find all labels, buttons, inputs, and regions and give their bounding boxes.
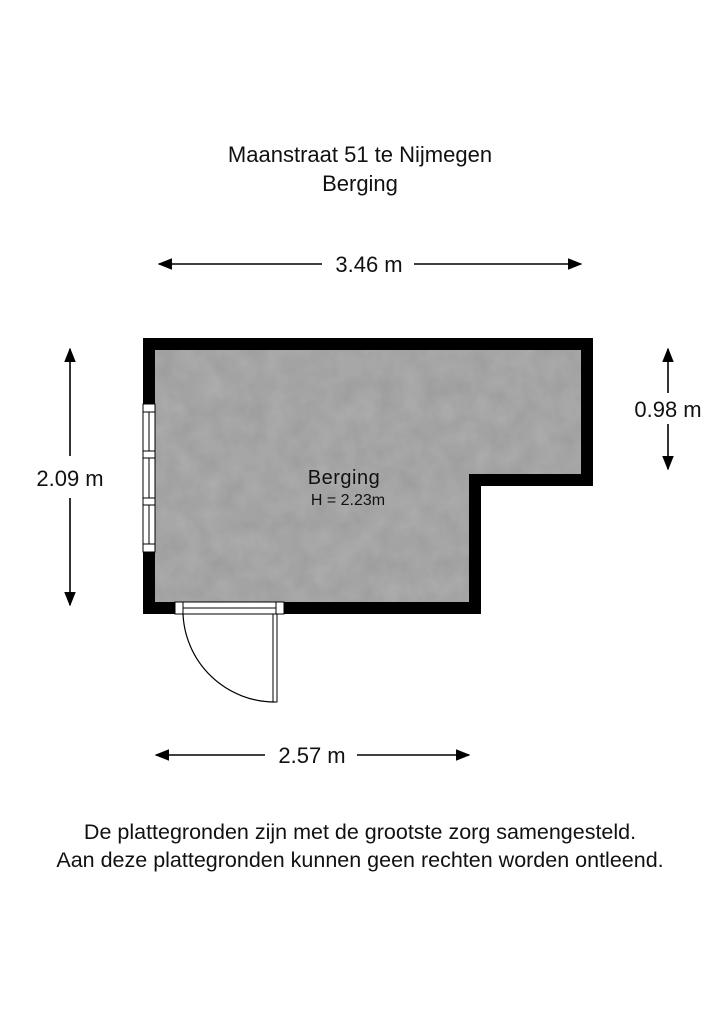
dimension-top-width <box>159 252 581 277</box>
dimension-right-height <box>634 349 701 469</box>
dimension-right-label: 0.98 m <box>634 397 702 422</box>
dimension-top-label: 3.46 m <box>335 252 403 277</box>
dimension-left-label: 2.09 m <box>36 466 104 491</box>
dimension-bottom-width <box>156 743 469 768</box>
disclaimer <box>0 818 720 874</box>
disclaimer-line-1: De plattegronden zijn met de grootste zorg samengesteld. <box>83 820 637 844</box>
disclaimer-line-2: Aan deze plattegronden kunnen geen rechten worden ontleend. <box>56 848 664 872</box>
dimension-left-height <box>36 349 103 605</box>
room-height-label: H = 2.23m <box>310 492 386 509</box>
floor-subtitle: Berging <box>322 171 398 196</box>
door-bottom <box>175 602 284 702</box>
dimension-bottom-label: 2.57 m <box>278 743 346 768</box>
room-name-label: Berging <box>307 467 381 489</box>
window-left <box>143 404 155 552</box>
address-title: Maanstraat 51 te Nijmegen <box>227 142 493 167</box>
